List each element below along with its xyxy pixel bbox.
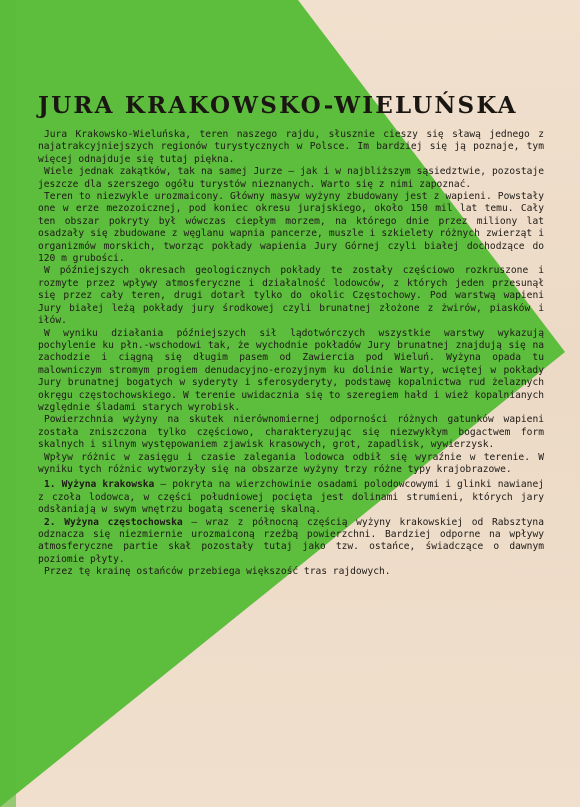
paragraph-intro: Jura Krakowsko-Wieluńska, teren naszego rajdu, słusznie cieszy się sławą jednego z najatrakcyjniejszych regionów turystycznych w Polsce. Im bardziej się ją poznaje, tym więcej odnajduje się tutaj piękna. <box>38 129 544 165</box>
region-czestochowska-name: 2. Wyżyna częstochowska <box>44 516 183 528</box>
region-krakowska-text: — pokryta na wierzchowinie osadami polodowcowymi i glinki nawianej z czoła lodowca, w części południowej pocięta jest dolinami strumieni, których jary odsłaniają w swym wnętrzu bogatą scenerię skalną. <box>38 479 544 516</box>
region-czestochowska <box>38 517 544 567</box>
paragraph-later-periods: W późniejszych okresach geologicznych pokłady te zostały częściowo rozkruszone i rozmyte przez wpływy atmosferyczne i działalność lodowców, z których jeden przesunął się przez cały teren, drugi dotarł tylko do okolic Częstochowy. Pod warstwą wapieni Jury białej leżą pokłady jury środkowej czyli brunatnej złożone z żwirów, piasków i iłów. <box>38 265 544 327</box>
paragraph-surface: Powierzchnia wyżyny na skutek nierównomiernej odporności różnych gatunków wapieni została zniszczona tylko częściowo, charakteryzując się niezwykłym bogactwem form skalnych i silnym występowaniem zjawisk krasowych, grot, zapadlisk, wywierzysk. <box>38 414 544 451</box>
paragraph-geology: Teren to niezwykle urozmaicony. Główny masyw wyżyny zbudowany jest z wapieni. Powstały one w erze mezozoicznej, pod koniec okresu jurajskiego, około 150 mil lat temu. Cały ten obszar pokryty był wówczas ciepłym morzem, na którego dnie przez miliony lat osadzały się zbudowane z węglanu wapnia pancerze, muszle i szkielety różnych zwierząt i organizmów morskich, tworząc pokłady wapienia Jury Górnej czyli białej dochodzące do 120 m grubości. <box>38 191 544 265</box>
paragraph-closing: Przez tę krainę ostańców przebiega większość tras rajdowych. <box>44 566 391 578</box>
region-krakowska-name: 1. Wyżyna krakowska <box>44 479 155 491</box>
paragraph-unknown-corners: Wiele jednak zakątków, tak na samej Jurze — jak i w najbliższym sąsiedztwie, pozostaje jeszcze dla szerszego ogółu turystów nieznanych. Warto się z nimi zapoznać. <box>38 166 544 190</box>
document-title: JURA KRAKOWSKO-WIELUŃSKA <box>38 92 518 119</box>
region-czestochowska-text: — wraz z północną częścią wyżyny krakowskiej od Rabsztyna odznacza się niezmiernie urozmaiconą rzeźbą powierzchni. Bardziej odporne na wpływy atmosferyczne partie skał pozostały tutaj jako tzw. ostańce, świadczące o dawnym poziomie płyty. <box>38 516 544 565</box>
paragraph-glacier-influence: Wpływ różnic w zasięgu i czasie zalegania lodowca odbił się wyraźnie w terenie. W wyniku tych różnic wytworzyły się na obszarze wyżyny trzy różne typy krajobrazowe. <box>38 451 544 475</box>
paragraph-tectonics: W wyniku działania późniejszych sił lądotwórczych wszystkie warstwy wykazują pochylenie ku płn.-wschodowi tak, że wychodnie pokładów Jury brunatnej znajdują się na zachodzie i ciągną się długim pasem od Zawiercia pod Wieluń. Wyżyna opada tu malowniczym stromym progiem denudacyjno-erozyjnym ku dolinie Warty, wciętej w pokłady Jury brunatnej bogatych w syderyty i sferosyderyty, podstawę kopalnictwa rud żelaznych okręgu częstochowskiego. W terenie uwidacznia się to szeregiem hałd i wież kopalnianych względnie śladami starych wyrobisk. <box>38 327 544 413</box>
region-krakowska <box>38 479 544 516</box>
document-body <box>38 92 544 579</box>
